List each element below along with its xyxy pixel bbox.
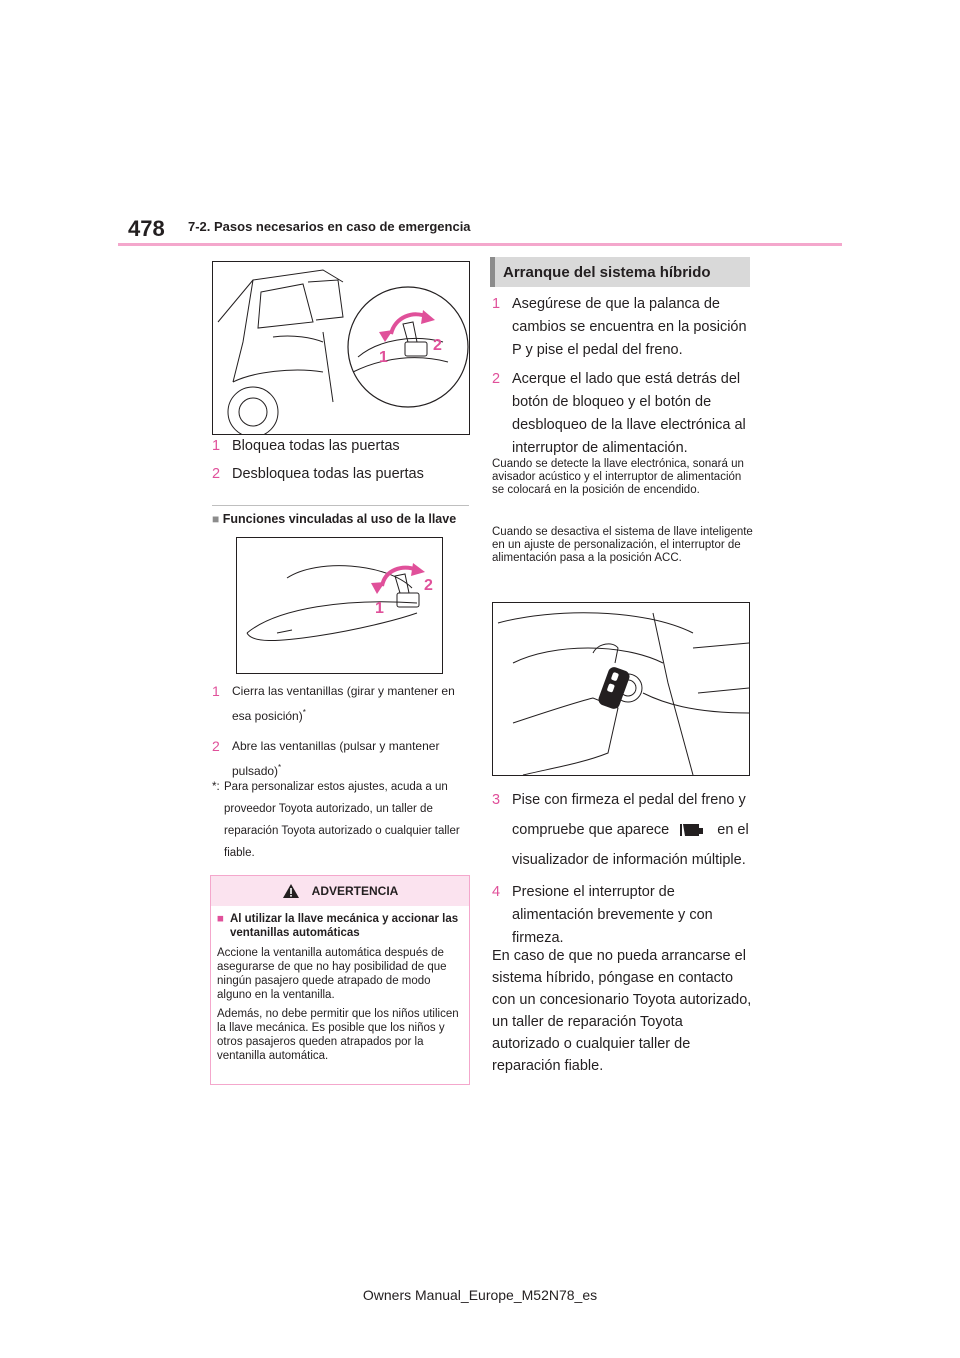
step-text: Pise con firmeza el pedal del freno y compruebe que aparece <box>512 792 746 838</box>
warning-box <box>210 875 470 1085</box>
list-item <box>212 438 472 454</box>
header-rule <box>118 243 842 246</box>
list-item <box>492 293 754 362</box>
footnote <box>212 776 474 864</box>
list-item <box>212 680 472 727</box>
divider <box>212 505 469 506</box>
square-bullet-icon: ■ <box>217 913 224 925</box>
step-text: Acerque el lado que está detrás del botón de bloqueo y el botón de desbloqueo de la llave electrónica al interruptor de alimentación. <box>512 371 746 456</box>
note-paragraph: Cuando se detecte la llave electrónica, sonará un avisador acústico y el interruptor de alimentación se colocará en la posición de encendido. <box>492 458 744 496</box>
section-title: 7-2. Pasos necesarios en caso de emergencia <box>188 219 471 234</box>
window-steps-list <box>212 680 472 790</box>
step-text: Desbloquea todas las puertas <box>232 466 424 482</box>
car-door-figure <box>212 261 470 435</box>
list-item <box>492 881 754 950</box>
warning-body <box>211 906 469 1063</box>
list-item <box>492 368 754 460</box>
step-text: Presione el interruptor de alimentación brevemente y con firmeza. <box>512 884 713 946</box>
warning-paragraph: Además, no debe permitir que los niños utilicen la llave mecánica. Es posible que los niños y otros pasajeros queden atrapados por la ventanilla automática. <box>217 1008 459 1062</box>
footnote-marker: * <box>302 708 306 717</box>
subheading-text: Funciones vinculadas al uso de la llave <box>222 512 457 526</box>
closing-paragraph: En caso de que no pueda arrancarse el sistema híbrido, póngase en contacto con un concesionario Toyota autorizado, un taller de reparación Toyota autorizado o cualquier taller de reparación fiable. <box>492 948 752 1074</box>
square-bullet-icon: ■ <box>212 512 220 526</box>
step-number: 2 <box>212 466 221 482</box>
warning-subtitle <box>217 912 463 940</box>
step-number: 1 <box>212 683 220 699</box>
list-item <box>492 785 754 875</box>
subheading <box>212 512 482 526</box>
figure-label-1: 1 <box>375 600 384 617</box>
step-number: 1 <box>212 438 221 454</box>
start-steps-list <box>492 293 754 466</box>
ready-indicator-icon <box>679 820 707 840</box>
figure-label-2: 2 <box>433 337 442 354</box>
step-text: Asegúrese de que la palanca de cambios se encuentra en la posición P y pise el pedal del freno. <box>512 296 747 358</box>
note-paragraph: Cuando se desactiva el sistema de llave inteligente en un ajuste de personalización, el interruptor de alimentación pasa a la posición ACC. <box>492 526 753 564</box>
step-text: Cierra las ventanillas (girar y mantener en esa posición) <box>232 684 455 723</box>
key-switch-figure <box>492 602 750 776</box>
section-heading: Arranque del sistema híbrido <box>490 257 750 287</box>
step-number: 3 <box>492 792 501 808</box>
page-number: 478 <box>128 216 165 241</box>
warning-header <box>211 876 469 906</box>
figure-label-2: 2 <box>424 577 433 594</box>
footnote-text: Para personalizar estos ajustes, acuda a un proveedor Toyota autorizado, un taller de reparación Toyota autorizado o cualquier taller fiable. <box>224 781 460 859</box>
car-door-illustration <box>213 262 469 434</box>
step-number: 2 <box>212 738 220 754</box>
step-number: 1 <box>492 296 501 312</box>
warning-title: ADVERTENCIA <box>311 884 399 898</box>
step-text: Bloquea todas las puertas <box>232 438 400 454</box>
warning-triangle-icon <box>282 883 300 899</box>
warning-paragraph: Accione la ventanilla automática después de asegurarse de que no hay posibilidad de que ningún pasajero quede atrapado de modo alguno en la ventanilla. <box>217 947 447 1001</box>
page-footer: Owners Manual_Europe_M52N78_es <box>362 1287 598 1303</box>
lock-steps-list <box>212 438 472 494</box>
footnote-marker: * <box>278 763 282 772</box>
footnote-mark: *: <box>212 781 220 793</box>
step-number: 2 <box>492 371 501 387</box>
step-number: 4 <box>492 884 501 900</box>
step-text: en el visualizador de información múltiple. <box>512 822 749 868</box>
figure-label-1: 1 <box>379 349 388 366</box>
step-text: Abre las ventanillas (pulsar y mantener pulsado) <box>232 739 440 778</box>
start-steps-list-2 <box>492 785 754 956</box>
door-handle-figure <box>236 537 443 674</box>
list-item <box>212 735 472 782</box>
list-item <box>212 466 472 482</box>
key-switch-illustration <box>493 603 749 775</box>
door-handle-illustration <box>237 538 442 673</box>
warning-subtitle-text: Al utilizar la llave mecánica y accionar las ventanillas automáticas <box>229 913 459 939</box>
